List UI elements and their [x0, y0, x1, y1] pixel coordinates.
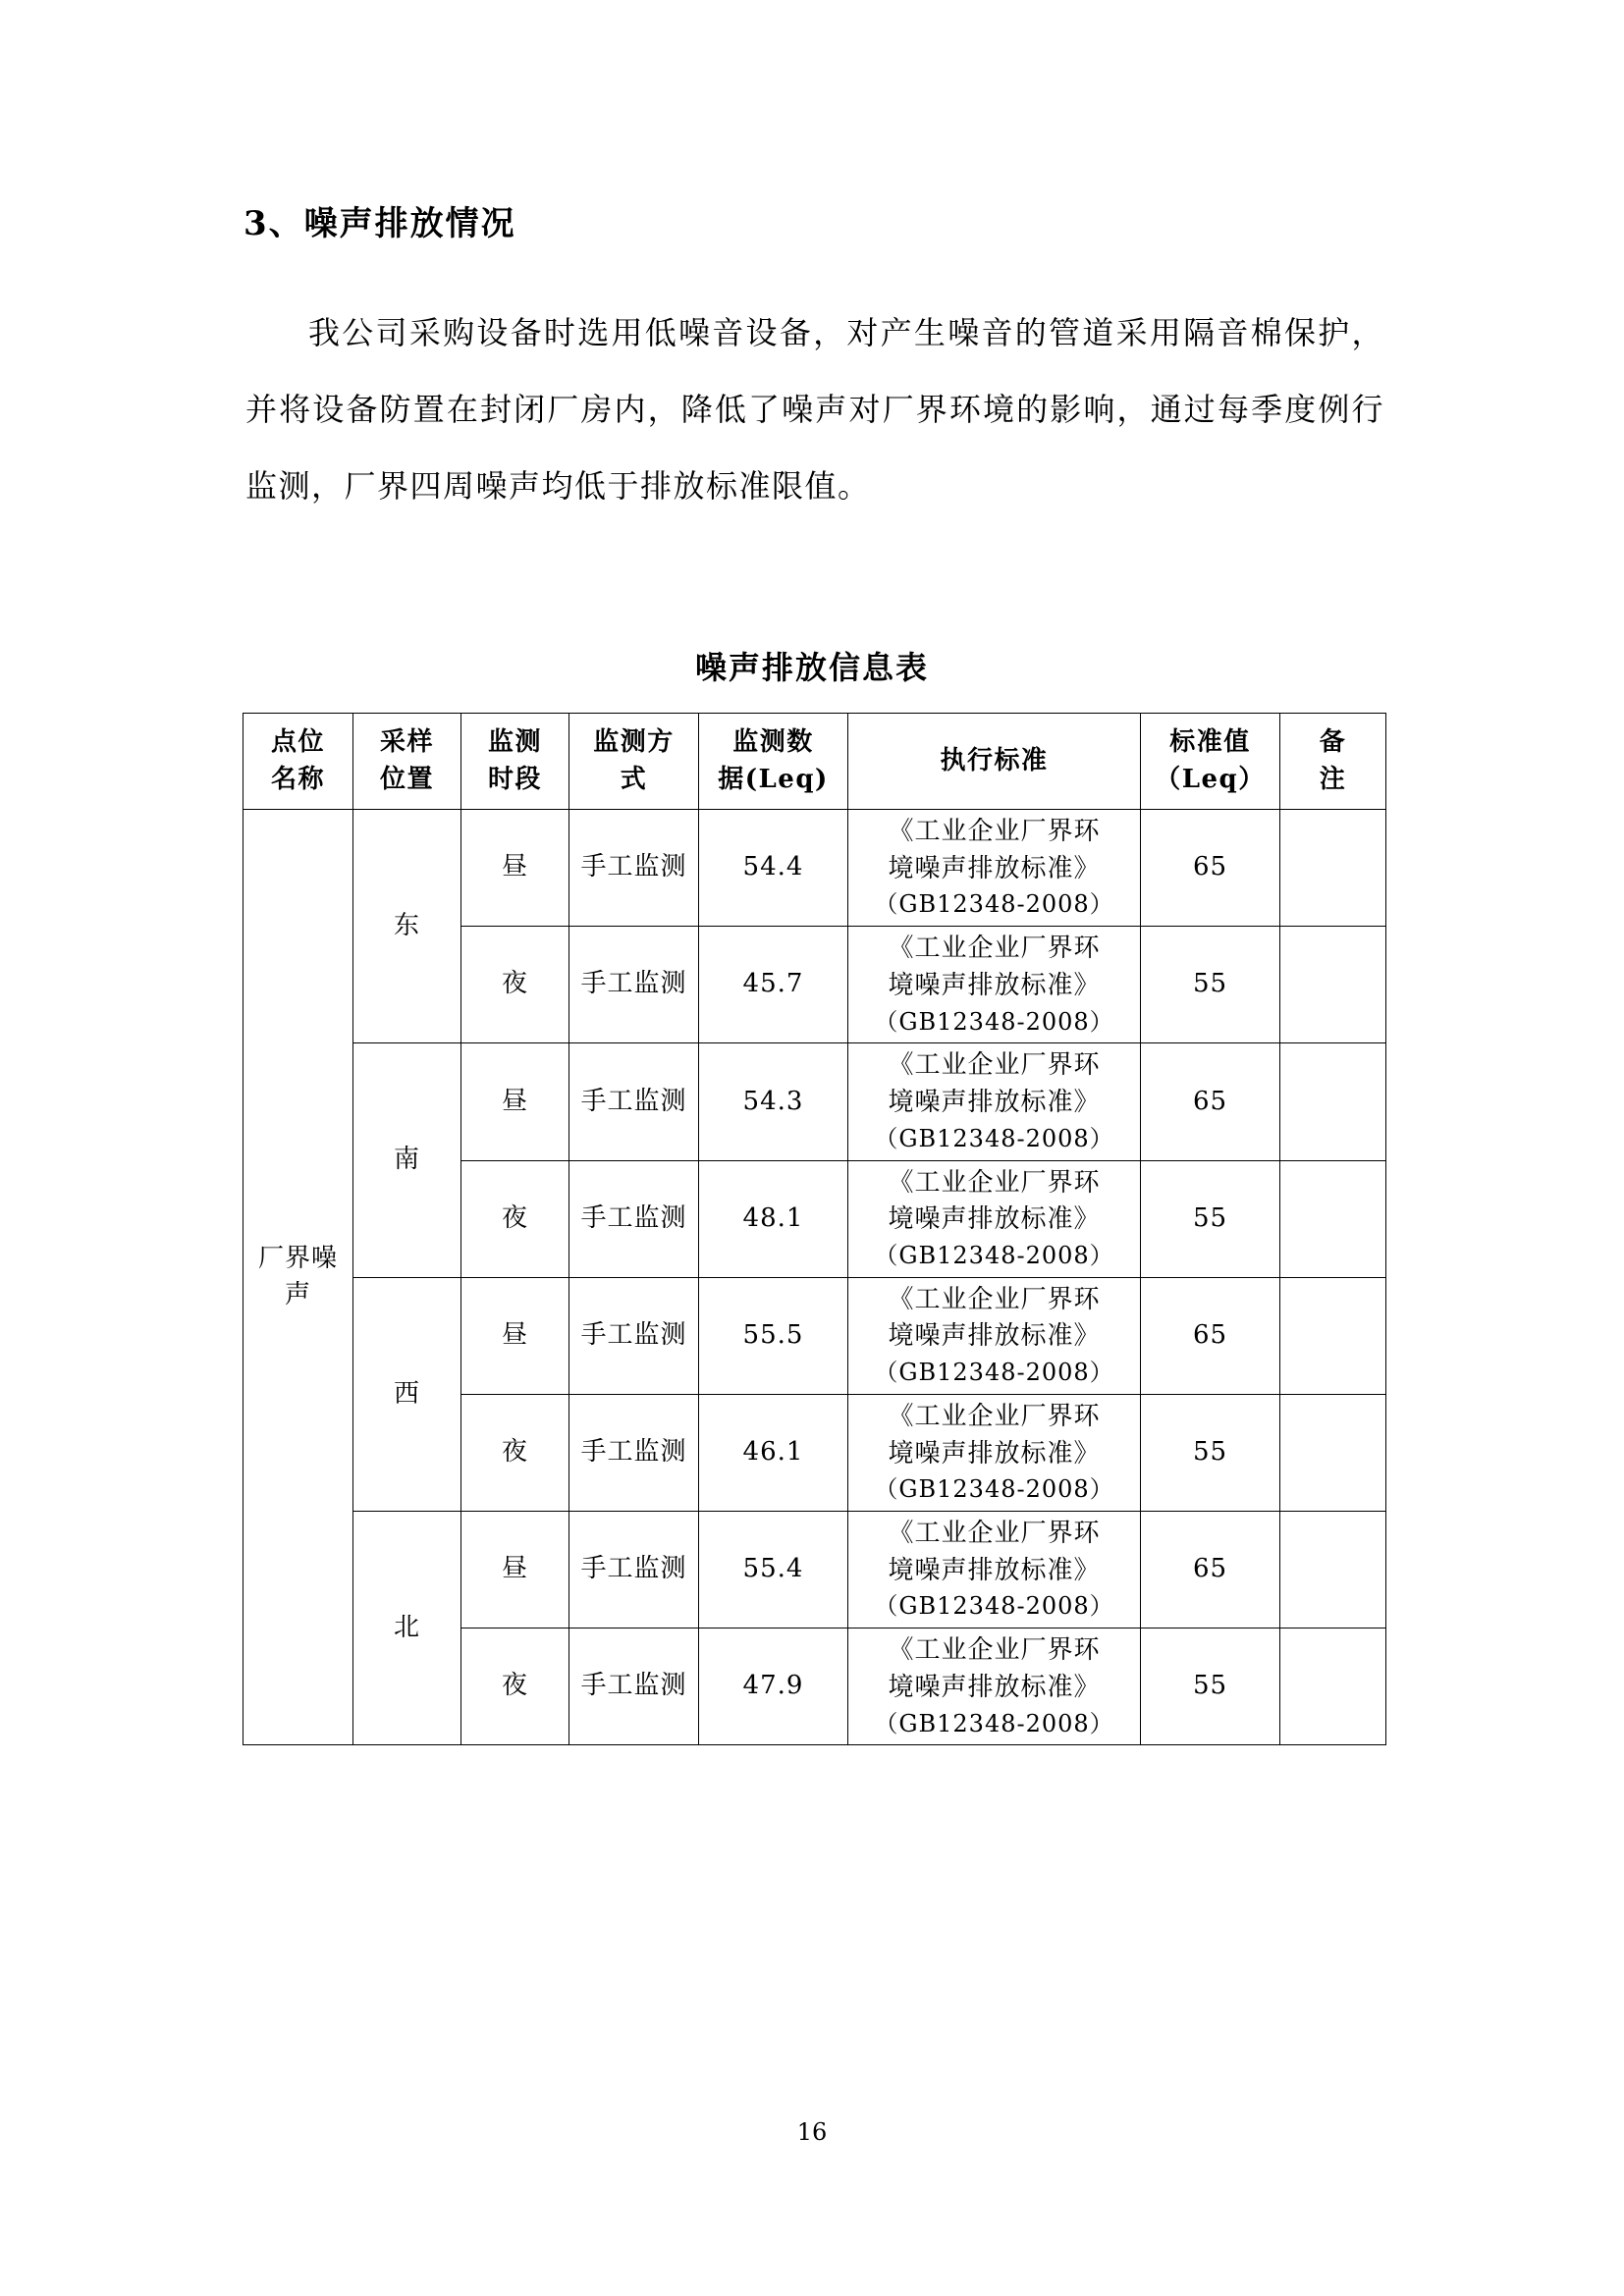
standard-line-2: 境噪声排放标准》	[888, 1321, 1101, 1352]
cell-standard-value: 55	[1141, 927, 1280, 1043]
noise-table-container	[243, 713, 1385, 1745]
cell-monitor-period: 昼	[461, 1277, 569, 1394]
cell-monitor-data: 45.7	[699, 927, 848, 1043]
header-execution-standard	[848, 714, 1141, 810]
standard-line-2: 境噪声排放标准》	[888, 1204, 1101, 1235]
cell-standard-value: 65	[1141, 810, 1280, 927]
table-row	[244, 1512, 1386, 1629]
standard-line-2: 境噪声排放标准》	[888, 1088, 1101, 1118]
cell-standard-value: 55	[1141, 1160, 1280, 1277]
cell-remark	[1280, 1629, 1386, 1745]
cell-monitor-data: 54.4	[699, 810, 848, 927]
cell-monitor-period: 夜	[461, 1394, 569, 1511]
cell-point-name: 厂界噪声	[244, 810, 353, 1745]
cell-sampling-position: 南	[353, 1043, 461, 1277]
cell-monitor-method: 手工监测	[569, 1512, 699, 1629]
cell-execution-standard	[848, 927, 1141, 1043]
header-monitor-period-line1: 监测	[487, 726, 542, 757]
standard-line-1: 《工业企业厂界环	[888, 934, 1101, 964]
cell-sampling-position: 东	[353, 810, 461, 1043]
standard-line-2: 境噪声排放标准》	[888, 1672, 1101, 1702]
table-row	[244, 1043, 1386, 1160]
standard-code: （GB12348-2008）	[874, 1359, 1114, 1387]
standard-line-1: 《工业企业厂界环	[888, 817, 1101, 846]
standard-line-1: 《工业企业厂界环	[888, 1401, 1101, 1431]
cell-standard-value: 55	[1141, 1394, 1280, 1511]
header-sampling-position-line1: 采样	[379, 726, 434, 757]
cell-sampling-position: 北	[353, 1512, 461, 1745]
table-row	[244, 1277, 1386, 1394]
cell-sampling-position: 西	[353, 1277, 461, 1511]
header-execution-standard-line1: 执行标准	[940, 745, 1049, 775]
cell-monitor-data: 46.1	[699, 1394, 848, 1511]
cell-standard-value: 65	[1141, 1277, 1280, 1394]
header-sampling-position	[353, 714, 461, 810]
header-standard-value-line1: 标准值	[1169, 726, 1251, 757]
standard-line-1: 《工业企业厂界环	[888, 1635, 1101, 1666]
page-number: 16	[796, 2118, 828, 2146]
table-header	[244, 714, 1386, 810]
cell-standard-value: 55	[1141, 1629, 1280, 1745]
cell-monitor-method: 手工监测	[569, 1629, 699, 1745]
section-heading: 3、噪声排放情况	[244, 204, 516, 243]
cell-remark	[1280, 1512, 1386, 1629]
cell-monitor-period: 昼	[461, 810, 569, 927]
standard-code: （GB12348-2008）	[874, 1475, 1114, 1504]
table-title: 噪声排放信息表	[694, 649, 929, 686]
cell-monitor-period: 夜	[461, 1629, 569, 1745]
cell-remark	[1280, 1043, 1386, 1160]
standard-code: （GB12348-2008）	[874, 1124, 1114, 1152]
header-remark	[1280, 714, 1386, 810]
standard-line-1: 《工业企业厂界环	[888, 1284, 1101, 1314]
cell-remark	[1280, 1160, 1386, 1277]
cell-monitor-data: 47.9	[699, 1629, 848, 1745]
table-row	[244, 810, 1386, 927]
cell-monitor-period: 夜	[461, 927, 569, 1043]
cell-monitor-period: 昼	[461, 1043, 569, 1160]
cell-execution-standard	[848, 1277, 1141, 1394]
cell-monitor-data: 54.3	[699, 1043, 848, 1160]
cell-remark	[1280, 1277, 1386, 1394]
standard-line-2: 境噪声排放标准》	[888, 853, 1101, 883]
standard-line-1: 《工业企业厂界环	[888, 1050, 1101, 1081]
header-monitor-method-line1: 监测方	[593, 726, 675, 757]
header-standard-value-line2: （Leq）	[1155, 764, 1266, 794]
cell-monitor-period: 昼	[461, 1512, 569, 1629]
header-remark-line2: 注	[1319, 764, 1347, 794]
cell-monitor-method: 手工监测	[569, 1043, 699, 1160]
cell-execution-standard	[848, 1160, 1141, 1277]
header-point-name	[244, 714, 353, 810]
cell-monitor-data: 55.5	[699, 1277, 848, 1394]
header-monitor-method-line2: 式	[620, 764, 648, 794]
cell-monitor-period: 夜	[461, 1160, 569, 1277]
noise-emission-table	[243, 713, 1386, 1745]
cell-monitor-method: 手工监测	[569, 1277, 699, 1394]
cell-standard-value: 65	[1141, 1043, 1280, 1160]
header-monitor-data-line1: 监测数	[732, 726, 814, 757]
standard-code: （GB12348-2008）	[874, 1709, 1114, 1737]
table-body	[244, 810, 1386, 1745]
header-remark-line1: 备	[1319, 726, 1347, 757]
standard-line-1: 《工业企业厂界环	[888, 1167, 1101, 1198]
header-monitor-method	[569, 714, 699, 810]
standard-line-1: 《工业企业厂界环	[888, 1519, 1101, 1549]
standard-code: （GB12348-2008）	[874, 1241, 1114, 1269]
body-paragraph: 我公司采购设备时选用低噪音设备，对产生噪音的管道采用隔音棉保护，并将设备防置在封闭厂房内，降低了噪声对厂界环境的影响，通过每季度例行监测，厂界四周噪声均低于排放标准限值。	[245, 314, 1384, 505]
standard-code: （GB12348-2008）	[874, 890, 1114, 919]
header-sampling-position-line2: 位置	[379, 764, 434, 794]
cell-monitor-data: 48.1	[699, 1160, 848, 1277]
cell-remark	[1280, 927, 1386, 1043]
header-standard-value	[1141, 714, 1280, 810]
standard-code: （GB12348-2008）	[874, 1007, 1114, 1036]
cell-monitor-method: 手工监测	[569, 1394, 699, 1511]
standard-line-2: 境噪声排放标准》	[888, 970, 1101, 1000]
header-monitor-data-line2: 据(Leq)	[718, 764, 829, 794]
standard-line-2: 境噪声排放标准》	[888, 1555, 1101, 1585]
header-point-name-line2: 名称	[270, 764, 325, 794]
cell-monitor-method: 手工监测	[569, 927, 699, 1043]
cell-monitor-method: 手工监测	[569, 1160, 699, 1277]
standard-code: （GB12348-2008）	[874, 1592, 1114, 1621]
cell-execution-standard	[848, 1629, 1141, 1745]
cell-monitor-data: 55.4	[699, 1512, 848, 1629]
table-header-row	[244, 714, 1386, 810]
cell-execution-standard	[848, 1394, 1141, 1511]
header-monitor-period	[461, 714, 569, 810]
cell-execution-standard	[848, 1043, 1141, 1160]
header-monitor-period-line2: 时段	[487, 764, 542, 794]
standard-line-2: 境噪声排放标准》	[888, 1438, 1101, 1468]
cell-standard-value: 65	[1141, 1512, 1280, 1629]
cell-remark	[1280, 1394, 1386, 1511]
header-point-name-line1: 点位	[270, 726, 325, 757]
header-monitor-data	[699, 714, 848, 810]
cell-monitor-method: 手工监测	[569, 810, 699, 927]
cell-execution-standard	[848, 810, 1141, 927]
cell-execution-standard	[848, 1512, 1141, 1629]
cell-remark	[1280, 810, 1386, 927]
